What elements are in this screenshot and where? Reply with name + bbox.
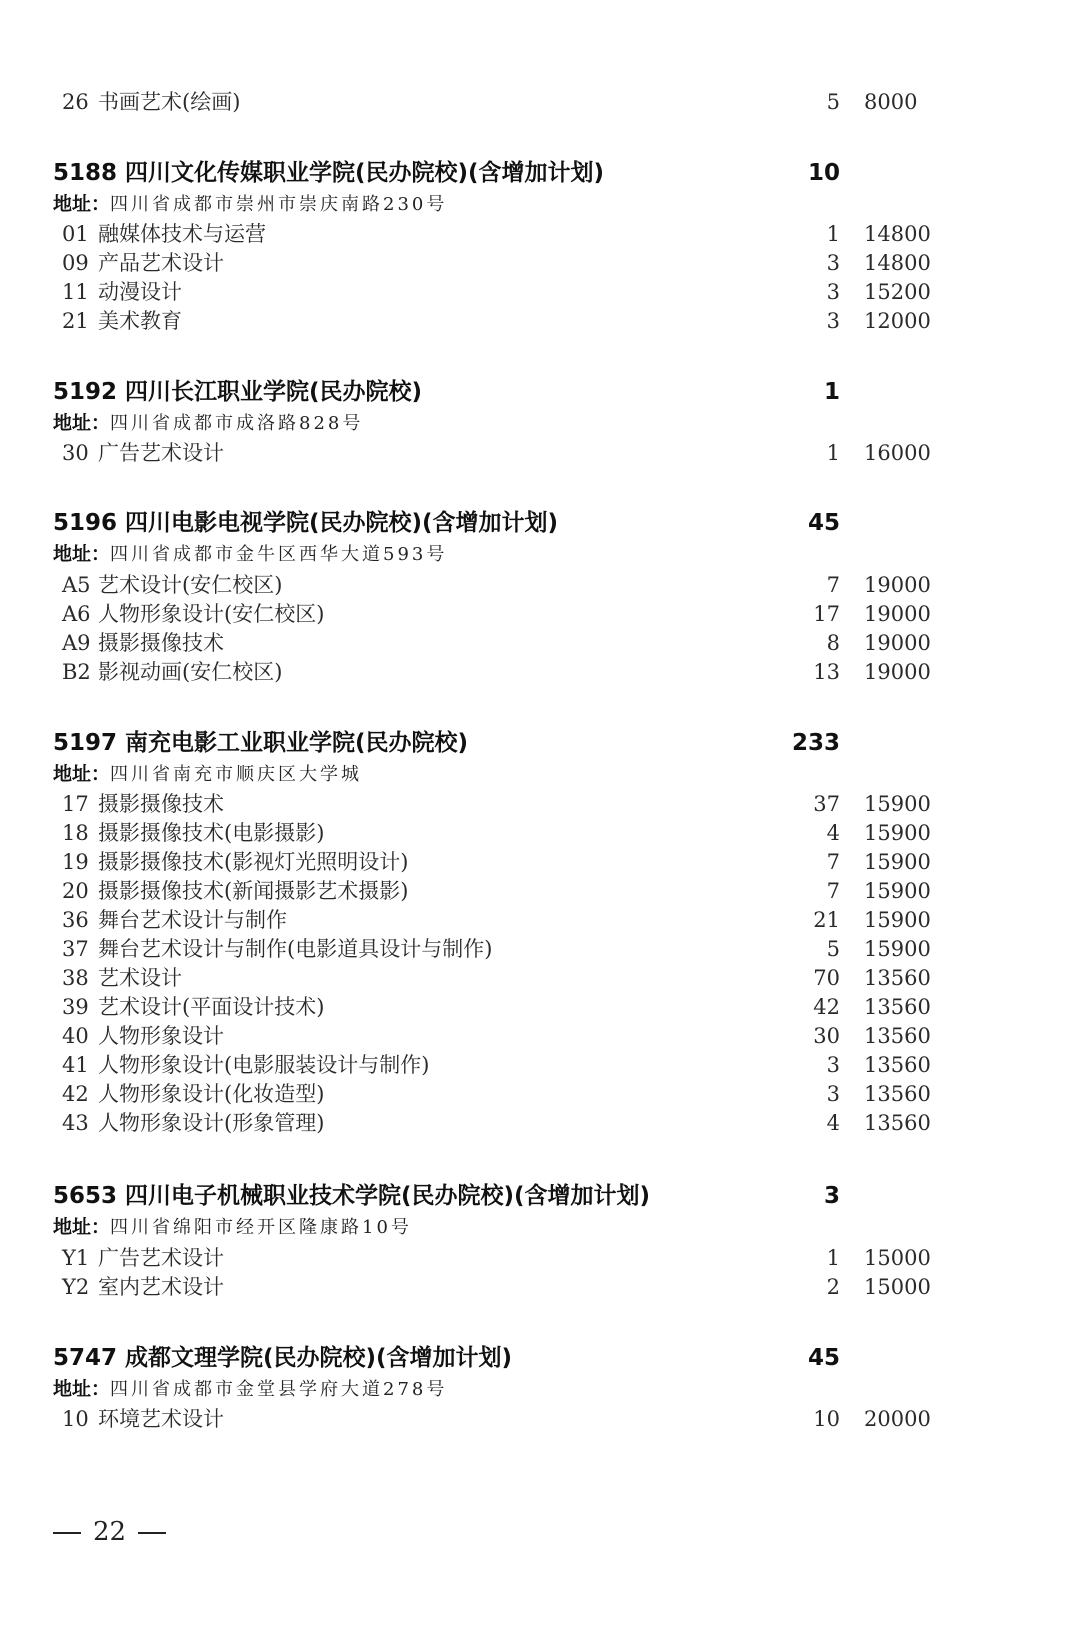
- major-code: 26: [62, 90, 89, 114]
- major-fee: 8000: [864, 90, 918, 114]
- major-count: 37: [813, 792, 840, 816]
- major-fee: 15200: [864, 280, 931, 304]
- school-header: [0, 725, 1080, 761]
- school-address: [53, 1213, 412, 1241]
- major-row: [0, 1272, 1080, 1302]
- major-count: 1: [826, 441, 840, 465]
- major-code: 37: [62, 937, 89, 961]
- address-label: 地址：: [53, 412, 111, 434]
- major-fee: 19000: [864, 660, 931, 684]
- major-count: 3: [826, 280, 840, 304]
- major-name: 环境艺术设计: [98, 1407, 224, 1431]
- major-row: [0, 789, 1080, 819]
- major-row: [0, 628, 1080, 658]
- major-count: 1: [826, 1246, 840, 1270]
- major-name: 书画艺术(绘画): [98, 90, 241, 114]
- school-code: 5653: [53, 1183, 118, 1209]
- major-row: [0, 87, 1080, 117]
- school-name: 成都文理学院(民办院校)(含增加计划): [125, 1345, 513, 1371]
- major-fee: 12000: [864, 309, 931, 333]
- major-row: [0, 963, 1080, 993]
- school-header: [0, 155, 1080, 191]
- major-name: 人物形象设计(电影服装设计与制作): [98, 1053, 430, 1077]
- major-count: 17: [813, 602, 840, 626]
- address-text: 四川省绵阳市经开区隆康路10号: [110, 1217, 412, 1238]
- major-name: 摄影摄像技术: [98, 792, 224, 816]
- major-name: 艺术设计(安仁校区): [98, 573, 283, 597]
- major-row: [0, 277, 1080, 307]
- major-row: [0, 992, 1080, 1022]
- major-fee: 15900: [864, 821, 931, 845]
- school-name: 四川电影电视学院(民办院校)(含增加计划): [125, 510, 559, 536]
- major-count: 42: [813, 995, 840, 1019]
- major-code: 01: [62, 222, 89, 246]
- major-count: 4: [826, 1111, 840, 1135]
- major-fee: 15900: [864, 879, 931, 903]
- school-address: [53, 1375, 447, 1403]
- school-header: [0, 374, 1080, 410]
- major-row: [0, 876, 1080, 906]
- major-name: 广告艺术设计: [98, 441, 224, 465]
- school-count: 233: [791, 730, 840, 756]
- address-label: 地址：: [53, 1216, 111, 1238]
- major-row: [0, 905, 1080, 935]
- school-code: 5188: [53, 160, 118, 186]
- major-name: 人物形象设计(化妆造型): [98, 1082, 325, 1106]
- major-fee: 13560: [864, 995, 931, 1019]
- major-count: 4: [826, 821, 840, 845]
- major-row: [0, 248, 1080, 278]
- major-code: 43: [62, 1111, 89, 1135]
- school-header: [0, 1340, 1080, 1376]
- major-count: 8: [826, 631, 840, 655]
- major-code: 18: [62, 821, 89, 845]
- major-code: 17: [62, 792, 89, 816]
- major-count: 5: [826, 937, 840, 961]
- major-name: 影视动画(安仁校区): [98, 660, 283, 684]
- major-count: 21: [813, 908, 840, 932]
- school-name: 四川长江职业学院(民办院校): [125, 379, 423, 405]
- address-label: 地址：: [53, 763, 111, 785]
- major-code: 20: [62, 879, 89, 903]
- major-fee: 15000: [864, 1275, 931, 1299]
- major-code: 36: [62, 908, 89, 932]
- school-code: 5192: [53, 379, 118, 405]
- major-row: [0, 934, 1080, 964]
- address-text: 四川省南充市顺庆区大学城: [110, 764, 363, 785]
- school-count: 10: [807, 160, 840, 186]
- major-code: 10: [62, 1407, 89, 1431]
- major-name: 人物形象设计: [98, 1024, 224, 1048]
- major-row: [0, 306, 1080, 336]
- major-row: [0, 847, 1080, 877]
- major-fee: 14800: [864, 251, 931, 275]
- major-code: 41: [62, 1053, 89, 1077]
- major-fee: 13560: [864, 1053, 931, 1077]
- dash-left: [53, 1532, 81, 1534]
- major-code: 09: [62, 251, 89, 275]
- major-row: [0, 599, 1080, 629]
- major-fee: 15900: [864, 850, 931, 874]
- major-name: 动漫设计: [98, 280, 182, 304]
- school-address: [53, 409, 363, 437]
- major-row: [0, 1079, 1080, 1109]
- major-code: Y1: [62, 1246, 90, 1270]
- major-count: 5: [826, 90, 840, 114]
- major-count: 7: [826, 573, 840, 597]
- major-fee: 19000: [864, 631, 931, 655]
- major-row: [0, 1243, 1080, 1273]
- major-fee: 19000: [864, 573, 931, 597]
- major-row: [0, 438, 1080, 468]
- major-name: 摄影摄像技术(影视灯光照明设计): [98, 850, 409, 874]
- school-header: [0, 1178, 1080, 1214]
- major-name: 室内艺术设计: [98, 1275, 224, 1299]
- major-count: 7: [826, 879, 840, 903]
- major-row: [0, 657, 1080, 687]
- school-name: 四川电子机械职业技术学院(民办院校)(含增加计划): [125, 1183, 651, 1209]
- page-number: 22: [93, 1517, 127, 1547]
- major-fee: 19000: [864, 602, 931, 626]
- major-code: A5: [62, 573, 91, 597]
- major-row: [0, 818, 1080, 848]
- school-code: 5197: [53, 730, 118, 756]
- major-fee: 20000: [864, 1407, 931, 1431]
- address-text: 四川省成都市金牛区西华大道593号: [110, 544, 448, 565]
- major-row: [0, 1108, 1080, 1138]
- major-fee: 14800: [864, 222, 931, 246]
- school-code: 5747: [53, 1345, 118, 1371]
- major-count: 13: [813, 660, 840, 684]
- school-name: 四川文化传媒职业学院(民办院校)(含增加计划): [125, 160, 605, 186]
- major-name: 融媒体技术与运营: [98, 222, 266, 246]
- dash-right: [138, 1532, 166, 1534]
- major-fee: 13560: [864, 1024, 931, 1048]
- address-label: 地址：: [53, 543, 111, 565]
- major-fee: 16000: [864, 441, 931, 465]
- major-code: 11: [62, 280, 89, 304]
- major-code: 30: [62, 441, 89, 465]
- major-code: 42: [62, 1082, 89, 1106]
- major-name: 艺术设计: [98, 966, 182, 990]
- school-count: 45: [807, 1345, 840, 1371]
- major-name: 舞台艺术设计与制作(电影道具设计与制作): [98, 937, 493, 961]
- major-fee: 15000: [864, 1246, 931, 1270]
- major-count: 10: [813, 1407, 840, 1431]
- major-name: 人物形象设计(形象管理): [98, 1111, 325, 1135]
- major-code: 38: [62, 966, 89, 990]
- address-text: 四川省成都市崇州市崇庆南路230号: [110, 194, 448, 215]
- major-name: 摄影摄像技术(新闻摄影艺术摄影): [98, 879, 409, 903]
- school-header: [0, 505, 1080, 541]
- major-row: [0, 570, 1080, 600]
- school-count: 1: [823, 379, 840, 405]
- address-text: 四川省成都市金堂县学府大道278号: [110, 1379, 448, 1400]
- major-fee: 13560: [864, 1111, 931, 1135]
- school-address: [53, 190, 447, 218]
- major-row: [0, 1404, 1080, 1434]
- major-code: B2: [62, 660, 91, 684]
- major-count: 2: [826, 1275, 840, 1299]
- major-count: 3: [826, 251, 840, 275]
- major-code: A9: [62, 631, 91, 655]
- major-code: 39: [62, 995, 89, 1019]
- address-label: 地址：: [53, 1378, 111, 1400]
- major-name: 艺术设计(平面设计技术): [98, 995, 325, 1019]
- major-name: 人物形象设计(安仁校区): [98, 602, 325, 626]
- major-name: 广告艺术设计: [98, 1246, 224, 1270]
- major-fee: 15900: [864, 937, 931, 961]
- major-row: [0, 219, 1080, 249]
- major-fee: 13560: [864, 966, 931, 990]
- major-row: [0, 1021, 1080, 1051]
- school-name: 南充电影工业职业学院(民办院校): [125, 730, 469, 756]
- address-text: 四川省成都市成洛路828号: [110, 413, 364, 434]
- major-code: 40: [62, 1024, 89, 1048]
- major-count: 1: [826, 222, 840, 246]
- major-name: 摄影摄像技术: [98, 631, 224, 655]
- major-code: 21: [62, 309, 89, 333]
- major-count: 70: [813, 966, 840, 990]
- school-count: 45: [807, 510, 840, 536]
- major-count: 3: [826, 1053, 840, 1077]
- school-address: [53, 760, 362, 788]
- major-code: A6: [62, 602, 91, 626]
- page-footer: [53, 1512, 166, 1552]
- school-code: 5196: [53, 510, 118, 536]
- major-count: 3: [826, 1082, 840, 1106]
- school-address: [53, 540, 447, 568]
- major-fee: 13560: [864, 1082, 931, 1106]
- school-count: 3: [823, 1183, 840, 1209]
- major-name: 产品艺术设计: [98, 251, 224, 275]
- major-count: 7: [826, 850, 840, 874]
- major-code: 19: [62, 850, 89, 874]
- address-label: 地址：: [53, 193, 111, 215]
- major-name: 摄影摄像技术(电影摄影): [98, 821, 325, 845]
- major-name: 美术教育: [98, 309, 182, 333]
- major-fee: 15900: [864, 792, 931, 816]
- major-count: 30: [813, 1024, 840, 1048]
- major-row: [0, 1050, 1080, 1080]
- major-code: Y2: [62, 1275, 90, 1299]
- major-count: 3: [826, 309, 840, 333]
- major-fee: 15900: [864, 908, 931, 932]
- major-name: 舞台艺术设计与制作: [98, 908, 287, 932]
